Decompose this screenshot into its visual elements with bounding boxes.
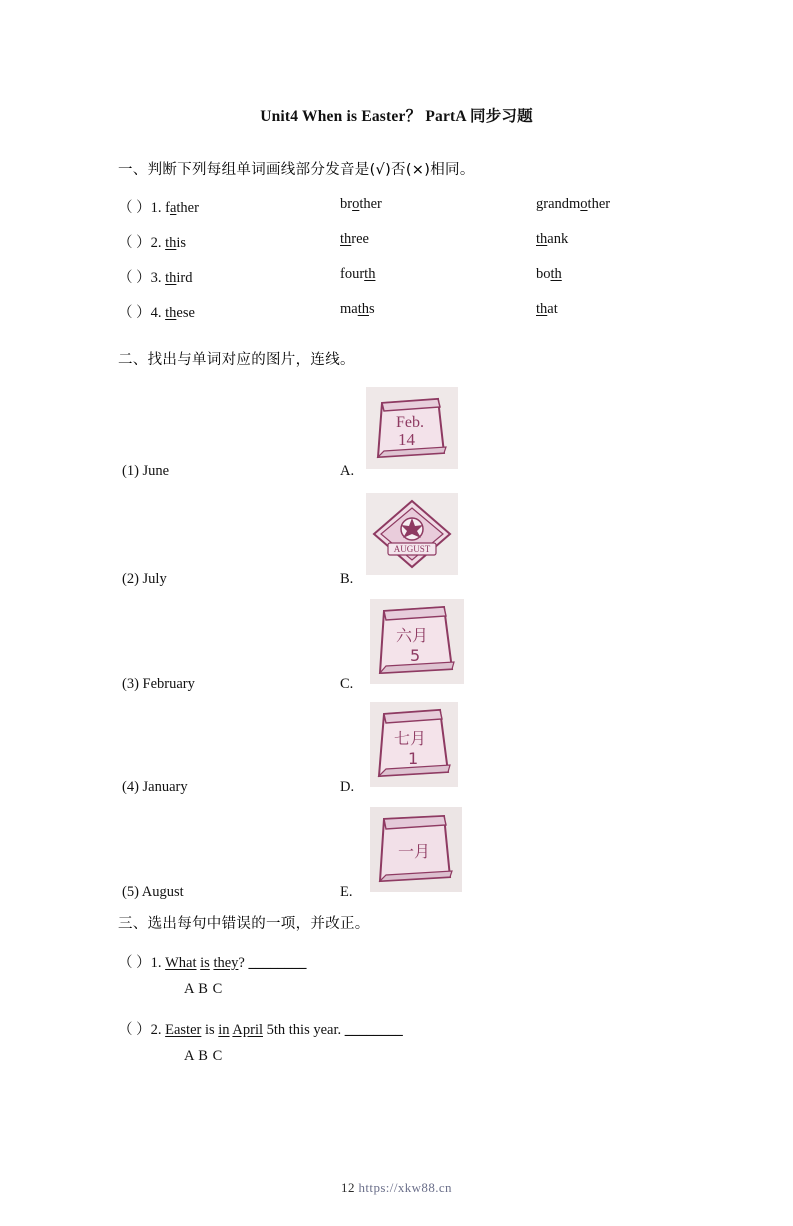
row1-col-c: grandmother [536, 196, 611, 212]
svg-text:1: 1 [408, 749, 419, 768]
footer [0, 1180, 793, 1196]
picture-calendar-june-5 [370, 599, 464, 684]
match-letter-5: E. [340, 884, 353, 900]
svg-text:Feb.: Feb. [396, 414, 424, 431]
worksheet-page [0, 104, 793, 1226]
picture-calendar-july-1 [370, 702, 458, 787]
row3-col-b: fourth [340, 266, 376, 282]
pronunciation-row-3 [118, 266, 675, 284]
correction-options-2: A B C [184, 1048, 223, 1064]
correction-question-1: （ ）1. What is they? ________ [118, 955, 307, 971]
pronunciation-row-4 [118, 301, 675, 319]
correction-question-2: （ ）2. Easter is in April 5th this year. ________ [118, 1022, 403, 1038]
pronunciation-row-2 [118, 231, 675, 249]
match-word-4: (4) January [122, 779, 188, 795]
match-letter-1: A. [340, 463, 355, 479]
row1-col-b: brother [340, 196, 382, 212]
footer-page-number: 12 [341, 1180, 355, 1195]
match-letter-3: C. [340, 676, 354, 692]
match-word-3: (3) February [122, 676, 195, 692]
row4-col-b: maths [340, 301, 375, 317]
match-word-5: (5) August [122, 884, 184, 900]
svg-text:七月: 七月 [394, 729, 427, 748]
svg-text:AUGUST: AUGUST [393, 544, 431, 554]
row3-col-c: both [536, 266, 562, 282]
pronunciation-row-1 [118, 196, 675, 214]
section-three-heading: 三、选出每句中错误的一项，并改正。 [118, 916, 370, 932]
row2-col-b: three [340, 231, 369, 247]
match-letter-4: D. [340, 779, 355, 795]
row2-col-c: thank [536, 231, 569, 247]
row3-col-a: （ ）3. third [118, 270, 193, 286]
match-letter-2: B. [340, 571, 354, 587]
picture-calendar-feb-14 [366, 387, 458, 469]
page-title: Unit4 When is Easter？ PartA 同步习题 [260, 108, 533, 125]
row4-col-c: that [536, 301, 558, 317]
row4-col-a: （ ）4. these [118, 305, 195, 321]
svg-text:14: 14 [398, 430, 415, 449]
match-word-1: (1) June [122, 463, 170, 479]
svg-text:一月: 一月 [398, 842, 431, 861]
match-word-2: (2) July [122, 571, 167, 587]
correction-options-1: A B C [184, 981, 223, 997]
row1-col-a: （ ）1. father [118, 200, 199, 216]
matching-block [118, 379, 675, 900]
picture-august-badge [366, 493, 458, 575]
svg-text:5: 5 [410, 646, 421, 665]
footer-site: https://xkw88.cn [358, 1180, 452, 1195]
svg-text:六月: 六月 [396, 626, 429, 645]
picture-calendar-january [370, 807, 462, 892]
section-one-heading: 一、判断下列每组单词画线部分发音是(√)否(×)相同。 [118, 162, 475, 178]
row2-col-a: （ ）2. this [118, 235, 187, 251]
section-two-heading: 二、找出与单词对应的图片，连线。 [118, 352, 355, 368]
